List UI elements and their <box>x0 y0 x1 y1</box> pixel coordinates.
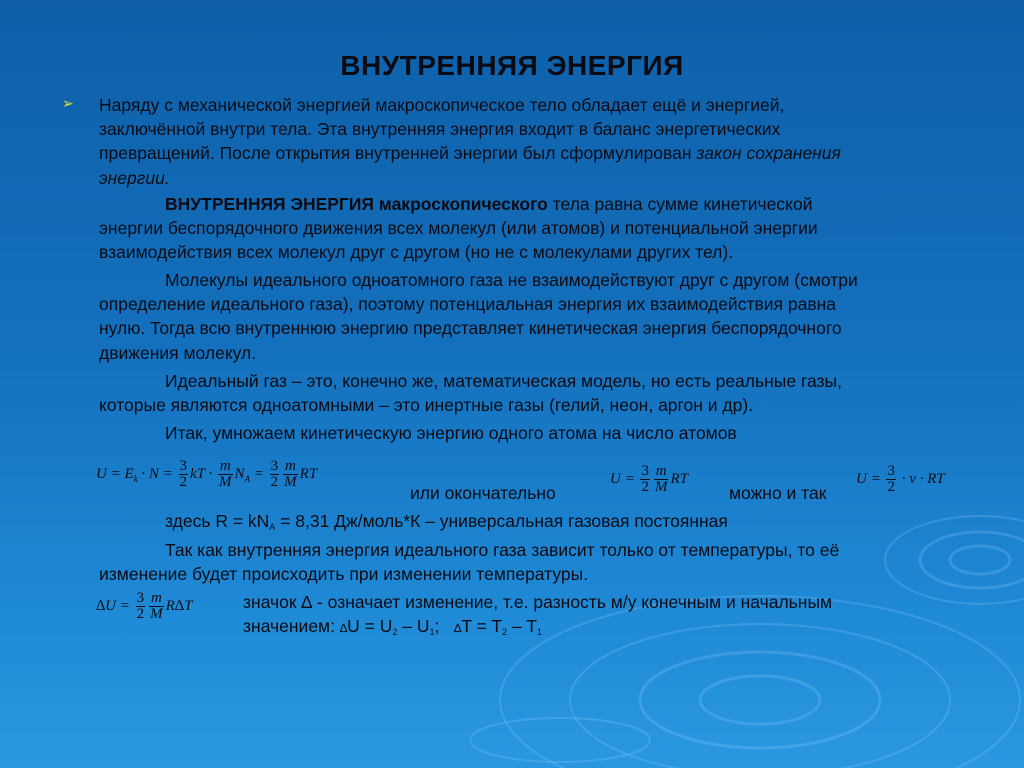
text-line: которые являются одноатомными – это инертные газы (гелий, неон, аргон и др). <box>99 395 754 416</box>
paragraph-ideal-gas <box>99 268 858 365</box>
formula-energy-change: ∆U = $\frac{3}{2}$ $\frac{m}{M}$ R∆T <box>96 590 193 622</box>
formula-moles: U = $\frac{3}{2}$ · ν · RT <box>856 463 945 495</box>
paragraph-intro <box>99 93 841 190</box>
text-line: энергии беспорядочного движения всех молекул (или атомов) и потенциальной энергии <box>99 218 818 239</box>
text-line: нулю. Тогда всю внутреннюю энергию представляет кинетическая энергия беспорядочного <box>99 318 842 339</box>
text-line: заключённой внутри тела. Эта внутренняя энергия входит в баланс энергетических <box>99 119 781 140</box>
text-line: энергии. <box>99 167 170 188</box>
or-so-label: можно и так <box>729 483 827 503</box>
formula-internal-energy: $U = E_k \cdot N$ = $\frac{3}{2}$ kT · $\frac{m}{M}$ $N_A$ = $\frac{3}{2}$ $\frac{m}{M}$ RT <box>96 458 318 490</box>
text-line: значением: ∆U = U2 – U1; ∆T = T2 – T1 <box>243 616 542 638</box>
text-line: Так как внутренняя энергия идеального газа зависит только от температуры, то её <box>165 540 840 560</box>
formula-final: U = $\frac{3}{2}$ $\frac{m}{M}$ RT <box>610 463 688 495</box>
text-line: значок ∆ - означает изменение, т.е. разность м/у конечным и начальным <box>243 592 833 612</box>
text-line: Идеальный газ – это, конечно же, математическая модель, но есть реальные газы, <box>165 371 842 391</box>
text-line: ВНУТРЕННЯЯ ЭНЕРГИЯ макроскопического тела равна сумме кинетической <box>165 194 813 214</box>
text-line: превращений. После открытия внутренней энергии был сформулирован закон сохранения <box>99 143 841 164</box>
chevron-right-icon: ➢ <box>62 95 74 111</box>
paragraph-multiply <box>99 421 737 445</box>
text-line: Молекулы идеального одноатомного газа не взаимодействуют друг с другом (смотри <box>165 270 858 290</box>
paragraph-temperature <box>99 538 839 586</box>
definition-term: ВНУТРЕННЯЯ ЭНЕРГИЯ макроскопического <box>165 194 548 214</box>
text-line: Итак, умножаем кинетическую энергию одного атома на число атомов <box>165 423 737 443</box>
gas-constant-line: здесь R = kNA = 8,31 Дж/моль*К – универсальная газовая постоянная <box>165 511 728 532</box>
law-name: закон сохранения <box>696 143 841 164</box>
paragraph-definition <box>99 192 818 265</box>
text-line: изменение будет происходить при изменении температуры. <box>99 564 589 585</box>
text-line: движения молекул. <box>99 342 257 363</box>
text-line: определение идеального газа), поэтому потенциальная энергия их взаимодействия равна <box>99 294 837 315</box>
delta-note <box>243 590 832 644</box>
slide-title: ВНУТРЕННЯЯ ЭНЕРГИЯ <box>340 50 684 81</box>
or-finally-label: или окончательно <box>410 483 556 503</box>
text-line: взаимодействия всех молекул друг с другом (но не с молекулами других тел). <box>99 242 734 263</box>
text-line: Наряду с механической энергией макроскопическое тело обладает ещё и энергией, <box>99 95 785 115</box>
paragraph-model <box>99 369 842 417</box>
